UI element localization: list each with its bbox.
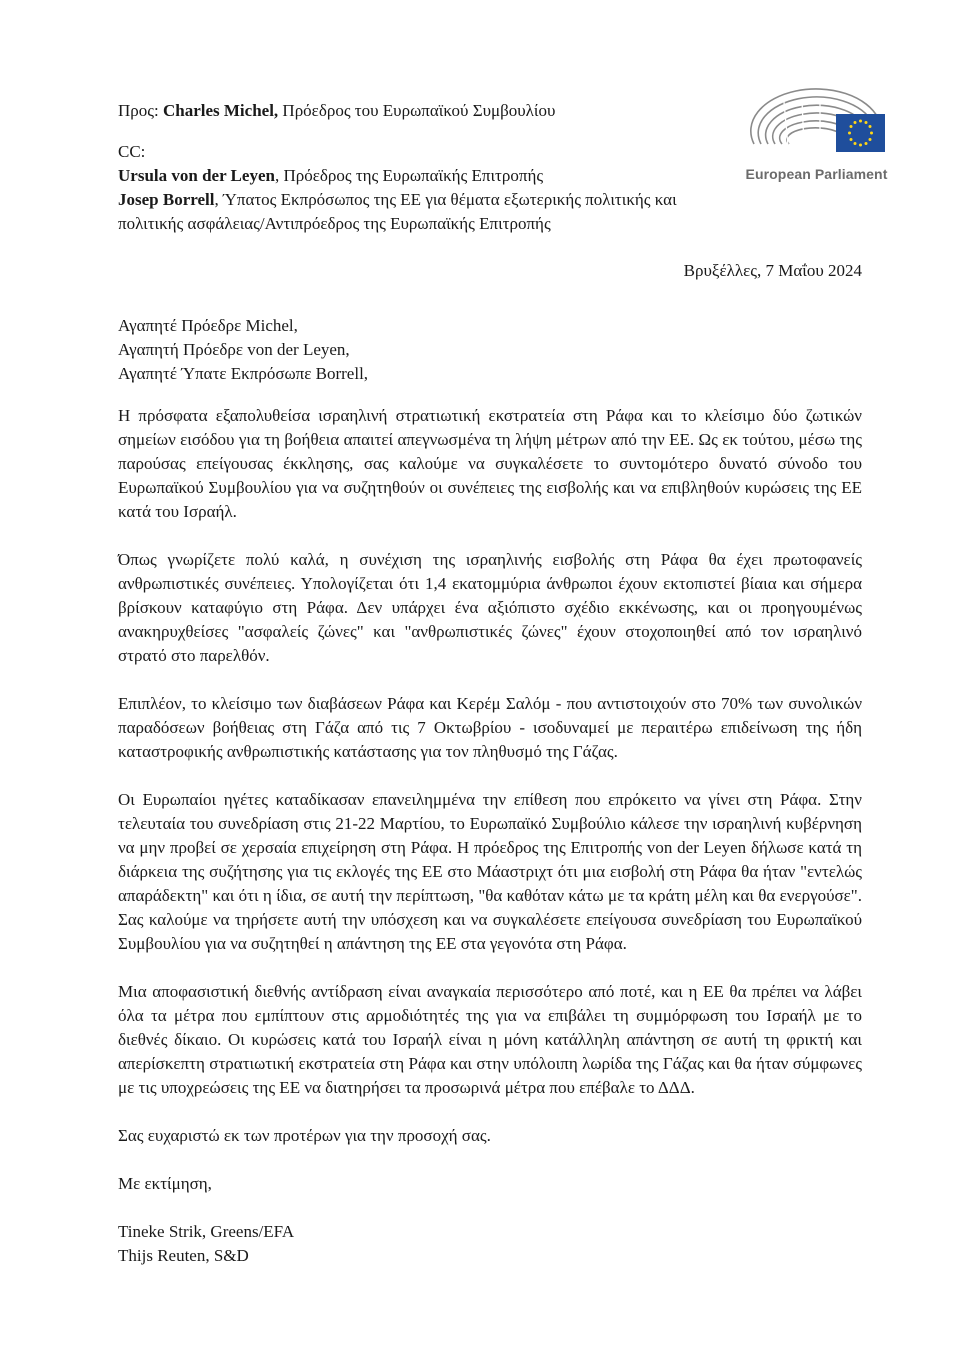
salutation-line: Αγαπητή Πρόεδρε von der Leyen, — [118, 340, 350, 359]
cc1-name: Ursula von der Leyen — [118, 166, 275, 185]
cc1-title: , Πρόεδρος της Ευρωπαϊκής Επιτροπής — [274, 166, 544, 185]
closing-line: Με εκτίμηση, — [118, 1174, 212, 1193]
salutation-line: Αγαπητέ Ύπατε Εκπρόσωπε Borrell, — [118, 364, 369, 383]
recipient-line — [118, 100, 555, 122]
body-paragraph: Όπως γνωρίζετε πολύ καλά, η συνέχιση της ισραηλινής εισβολής στη Ράφα θα έχει πρωτοφανείς ανθρωπιστικές συνέπειες. Υπολογίζεται ότι 1,4 εκατομμύρια άνθρωποι έχουν εκτοπιστεί βίαια και σήμερα βρίσκουν καταφύγιο στη Ράφα. Δεν υπάρχει ένα αξιόπιστο σχέδιο εκκένωσης, και οι προηγουμένως ανακηρυχθείσες "ασφαλείς ζώνες" και "ανθρωπιστικές ζώνες" έχουν στοχοποιηθεί από τον ισραηλινό στρατό στο παρελθόν. — [118, 550, 862, 665]
letter-body — [118, 404, 862, 1268]
body-paragraph: Η πρόσφατα εξαπολυθείσα ισραηλινή στρατιωτική εκστρατεία στη Ράφα και το κλείσιμο δύο ζωτικών σημείων εισόδου για τη βοήθεια απαιτεί απεγνωσμένα τη λήψη μέτρων από την ΕΕ. Ως εκ τούτου, μέσω της παρούσας επείγουσας έκκλησης, σας καλούμε να συγκαλέσετε το συντομότερο δυνατό σύνοδο του Ευρωπαϊκού Συμβουλίου για να συζητηθούν οι συνέπειες της εισβολής και να επιβληθούν κυρώσεις της ΕΕ κατά του Ισραήλ. — [118, 406, 862, 521]
letter-date: Βρυξέλλες, 7 Μαΐου 2024 — [683, 261, 862, 280]
cc2-title: , Ύπατος Εκπρόσωπος της ΕΕ για θέματα εξωτερικής πολιτικής και πολιτικής ασφάλειας/Αντιπρόεδρος της Ευρωπαϊκής Επιτροπής — [118, 190, 677, 233]
recipient-prefix: Προς: — [118, 101, 163, 120]
cc-block — [118, 140, 678, 236]
cc-recipient-2 — [118, 188, 678, 236]
signatory: Thijs Reuten, S&D — [118, 1246, 249, 1265]
recipient-name: Charles Michel, — [162, 101, 279, 120]
cc-recipient-1 — [118, 164, 678, 188]
body-paragraph: Οι Ευρωπαίοι ηγέτες καταδίκασαν επανειλημμένα την επίθεση που επρόκειτο να γίνει στη Ράφα. Στην τελευταία του συνεδρίαση στις 21-22 Μαρτίου, το Ευρωπαϊκό Συμβούλιο κάλεσε την ισραηλινή κυβέρνηση να μην προβεί σε χερσαία επιχείρηση στη Ράφα. Η πρόεδρος της Επιτροπής von der Leyen δήλωσε κατά τη διάρκεια της συζήτησης για τις εκλογές της ΕΕ στο Μάαστριχτ ότι μια εισβολή στη Ράφα θα ήταν "εντελώς απαράδεκτη" και ότι η ίδια, σε αυτή την περίπτωση, "θα καθόταν κάτω με τα κράτη μέλη και θα ενεργούσε". Σας καλούμε να τηρήσετε αυτή την υπόσχεση και να συγκαλέσετε επείγουσα συνεδρίαση του Ευρωπαϊκού Συμβουλίου για να συζητηθεί η απάντηση της ΕΕ στα γεγονότα στη Ράφα. — [118, 790, 862, 953]
salutation-line: Αγαπητέ Πρόεδρε Michel, — [118, 316, 298, 335]
logo-wordmark: European Parliament — [745, 166, 888, 182]
thanks-line: Σας ευχαριστώ εκ των προτέρων για την προσοχή σας. — [118, 1126, 491, 1145]
signatories — [118, 1220, 862, 1268]
cc-label: CC: — [118, 142, 146, 161]
salutation — [118, 314, 368, 386]
cc2-name: Josep Borrell — [118, 190, 215, 209]
recipient-title: Πρόεδρος του Ευρωπαϊκού Συμβουλίου — [278, 101, 556, 120]
body-paragraph: Μια αποφασιστική διεθνής αντίδραση είναι αναγκαία περισσότερο από ποτέ, και η ΕΕ θα πρέπει να λάβει όλα τα μέτρα που εμπίπτουν στις αρμοδιότητές της για να επιβάλει τη συμμόρφωση του Ισραήλ με το διεθνές δίκαιο. Οι κυρώσεις κατά του Ισραήλ είναι η μόνη κατάλληλη απάντηση σε αυτή τη φρικτή και απερίσκεπτη στρατιωτική εκστρατεία στη Ράφα και στην υπόλοιπη λωρίδα της Γάζας και θα ήταν σύμφωνες με τις υποχρεώσεις της ΕΕ να διατηρήσει τα προσωρινά μέτρα που επέβαλε το ΔΔΔ. — [118, 982, 862, 1097]
body-paragraph: Επιπλέον, το κλείσιμο των διαβάσεων Ράφα και Κερέμ Σαλόμ - που αντιστοιχούν στο 70% των συνολικών παραδόσεων βοήθειας στη Γάζα από τις 7 Οκτωβρίου - ισοδυναμεί με περαιτέρω επιδείνωση της ήδη καταστροφικής ανθρωπιστικής κατάστασης για τον πληθυσμό της Γάζας. — [118, 694, 862, 761]
signatory: Tineke Strik, Greens/EFA — [118, 1222, 295, 1241]
